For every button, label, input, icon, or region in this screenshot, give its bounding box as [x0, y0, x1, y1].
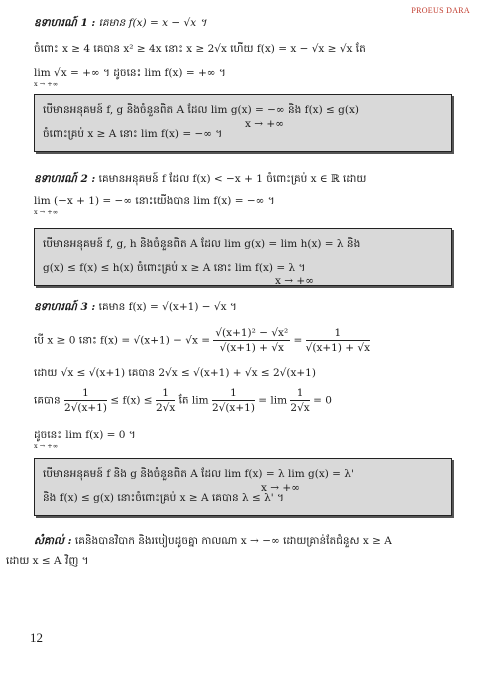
example2-theorem-box [34, 228, 452, 286]
example2-heading [34, 172, 456, 186]
example2-box-line1: បើមានអនុគមន៍ f, g, h និងចំនួនពិត A ដែល lim g(x) = lim h(x) = λ និង [43, 238, 361, 250]
example3-frac6-num: 1 [290, 386, 309, 401]
example3-box-line2: និង f(x) ≤ g(x) នោះចំពោះគ្រប់ x ≥ A គេបាន λ ≤ λ' ។ [43, 492, 284, 504]
example3-theorem-box [34, 458, 452, 516]
example1-box-line1: បើមានអនុគមន៍ f, g និងចំនួនពិត A ដែល lim g(x) = −∞ និង f(x) ≤ g(x) [43, 104, 359, 116]
example3-frac5-den: 2√(x+1) [211, 402, 255, 414]
example3-frac1-num: √(x+1)² − √x² [215, 327, 289, 339]
example1-heading [34, 16, 456, 30]
example3-frac2-num: 1 [306, 326, 370, 341]
example1-theorem-box [34, 94, 452, 152]
example3-line3: ដោយ √x ≤ √(x+1) គេបាន 2√x ≤ √(x+1) + √x ≤ 2√(x+1) [34, 367, 316, 379]
example1-line3-sub: x → +∞ [34, 80, 59, 88]
example3-statement: គេមាន f(x) = √(x+1) − √x ។ [98, 301, 237, 313]
example3-line4-prefix: គេបាន [34, 394, 61, 407]
example3-frac1-den: √(x+1) + √x [219, 342, 284, 354]
example3-box-sub: x → +∞ [261, 482, 300, 494]
example3-frac6-den: 2√x [290, 402, 310, 414]
note-line1 [34, 534, 456, 548]
example1-line3: lim √x = +∞ ។ ដូចនេះ lim f(x) = +∞ ។ [34, 67, 226, 79]
example3-frac3-num: 1 [64, 386, 107, 401]
note-title: សំគាល់ : [34, 535, 72, 547]
example2-box-sub: x → +∞ [275, 275, 314, 287]
note-line2: ដោយ x ≤ A វិញ ។ [6, 555, 89, 567]
example3-line2: បើ x ≥ 0 នោះ f(x) = √(x+1) − √x = $\frac{\text{√(x+1)² − √x²}}{√(x+1) + √x}$ = $\frac{1}{√(x+1) + √x}$ [34, 327, 371, 354]
example3-box-line1: បើមានអនុគមន៍ f និង g និងចំនួនពិត A ដែល lim f(x) = λ lim g(x) = λ' [43, 468, 354, 480]
example3-line4-mid: ≤ f(x) ≤ [110, 394, 153, 407]
example3-line2-prefix: បើ x ≥ 0 នោះ f(x) = √(x+1) − √x = [34, 334, 211, 347]
example1-box-sub: x → +∞ [245, 118, 284, 130]
example3-line4-final: = 0 [313, 394, 332, 407]
example3-fraction4 [156, 386, 175, 415]
example3-line4-end: = lim [258, 394, 288, 407]
example3-line4 [34, 386, 456, 420]
example2-statement: គេមានអនុគមន៍ f ដែល f(x) < −x + 1 ចំពោះគ្រប់ x ∈ ℝ ដោយ [98, 173, 367, 185]
example3-frac4-num: 1 [156, 386, 175, 401]
example3-line5-sub: x → +∞ [34, 442, 59, 450]
example2-box-line2: g(x) ≤ f(x) ≤ h(x) ចំពោះគ្រប់ x ≥ A នោះ lim f(x) = λ ។ [43, 262, 306, 274]
example1-title: ឧទាហរណ៍ 1 : [34, 17, 96, 29]
example1-line2: ចំពោះ x ≥ 4 គេបាន x² ≥ 4x នោះ x ≥ 2√x ហើយ f(x) = x − √x ≥ √x តែ [34, 43, 366, 55]
example2-title: ឧទាហរណ៍ 2 : [34, 173, 96, 185]
page-number: 12 [30, 630, 43, 645]
example3-title: ឧទាហរណ៍ 3 : [34, 301, 96, 313]
example3-fraction2 [306, 326, 370, 355]
example3-fraction6 [290, 386, 309, 415]
example2-line2-sub: x → +∞ [34, 208, 59, 216]
example1-box-line2: ចំពោះគ្រប់ x ≥ A នោះ lim f(x) = −∞ ។ [43, 128, 223, 140]
example3-fraction1 [213, 326, 290, 355]
example3-frac2-den: √(x+1) + √x [305, 342, 371, 354]
example3-frac4-den: 2√x [155, 402, 176, 414]
example3-frac5-num: 1 [212, 386, 255, 401]
page-header-brand: PROEUS DARA [411, 6, 470, 15]
example1-statement: គេមាន f(x) = x − √x ។ [98, 17, 207, 29]
example3-fraction5 [212, 386, 255, 415]
example3-heading [34, 300, 456, 314]
example3-line4-tail: តែ lim [178, 394, 209, 407]
example3-line5: ដូចនេះ lim f(x) = 0 ។ [34, 429, 136, 441]
example3-frac3-den: 2√(x+1) [64, 402, 107, 414]
example3-fraction3 [64, 386, 107, 415]
example2-line2: lim (−x + 1) = −∞ នោះយើងបាន lim f(x) = −∞ ។ [34, 195, 275, 207]
note-text: គេនិងបានវិបាក និងរបៀបដូចគ្នា កាលណា x → −∞ ដោយគ្រាន់តែជំនួស x ≥ A [74, 535, 392, 547]
